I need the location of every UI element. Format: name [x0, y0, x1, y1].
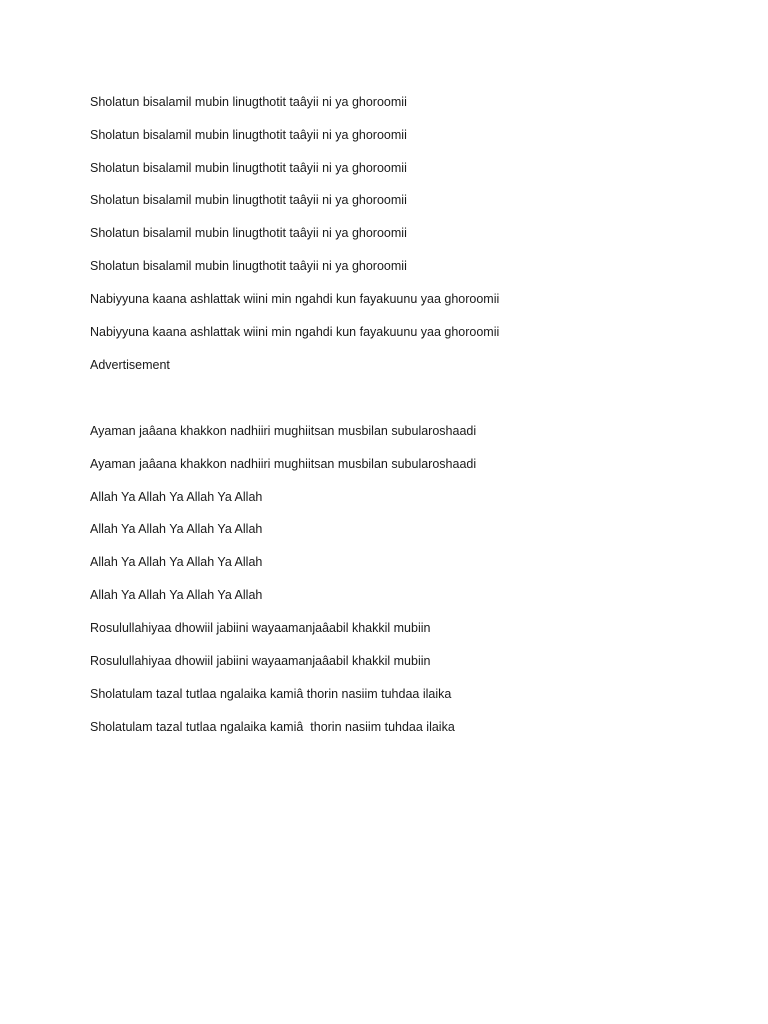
lyric-line: Sholatun bisalamil mubin linugthotit taâyii ni ya ghoroomii	[90, 95, 407, 109]
lyric-line: Rosulullahiyaa dhowiil jabiini wayaamanjaâabil khakkil mubiin	[90, 621, 431, 635]
lyric-line: Allah Ya Allah Ya Allah Ya Allah	[90, 555, 263, 569]
lyric-line: Sholatun bisalamil mubin linugthotit taâyii ni ya ghoroomii	[90, 226, 407, 240]
lyric-line: Nabiyyuna kaana ashlattak wiini min ngahdi kun fayakuunu yaa ghoroomii	[90, 325, 500, 339]
lyric-line: Rosulullahiyaa dhowiil jabiini wayaamanjaâabil khakkil mubiin	[90, 654, 431, 668]
lyric-line: Allah Ya Allah Ya Allah Ya Allah	[90, 588, 263, 602]
lyric-line: Sholatun bisalamil mubin linugthotit taâyii ni ya ghoroomii	[90, 193, 407, 207]
lyric-line: Sholatulam tazal tutlaa ngalaika kamiâ thorin nasiim tuhdaa ilaika	[90, 687, 452, 701]
lyric-line: Nabiyyuna kaana ashlattak wiini min ngahdi kun fayakuunu yaa ghoroomii	[90, 292, 500, 306]
lyric-line: Sholatulam tazal tutlaa ngalaika kamiâ thorin nasiim tuhdaa ilaika	[90, 720, 455, 734]
lyric-line: Sholatun bisalamil mubin linugthotit taâyii ni ya ghoroomii	[90, 128, 407, 142]
lyric-line: Sholatun bisalamil mubin linugthotit taâyii ni ya ghoroomii	[90, 259, 407, 273]
lyric-line: Allah Ya Allah Ya Allah Ya Allah	[90, 522, 263, 536]
lyric-line: Allah Ya Allah Ya Allah Ya Allah	[90, 490, 263, 504]
lyric-line: Ayaman jaâana khakkon nadhiiri mughiitsan musbilan subularoshaadi	[90, 457, 477, 471]
lyric-line: Sholatun bisalamil mubin linugthotit taâyii ni ya ghoroomii	[90, 161, 407, 175]
advertisement-label: Advertisement	[90, 358, 170, 372]
lyric-line: Ayaman jaâana khakkon nadhiiri mughiitsan musbilan subularoshaadi	[90, 424, 477, 438]
